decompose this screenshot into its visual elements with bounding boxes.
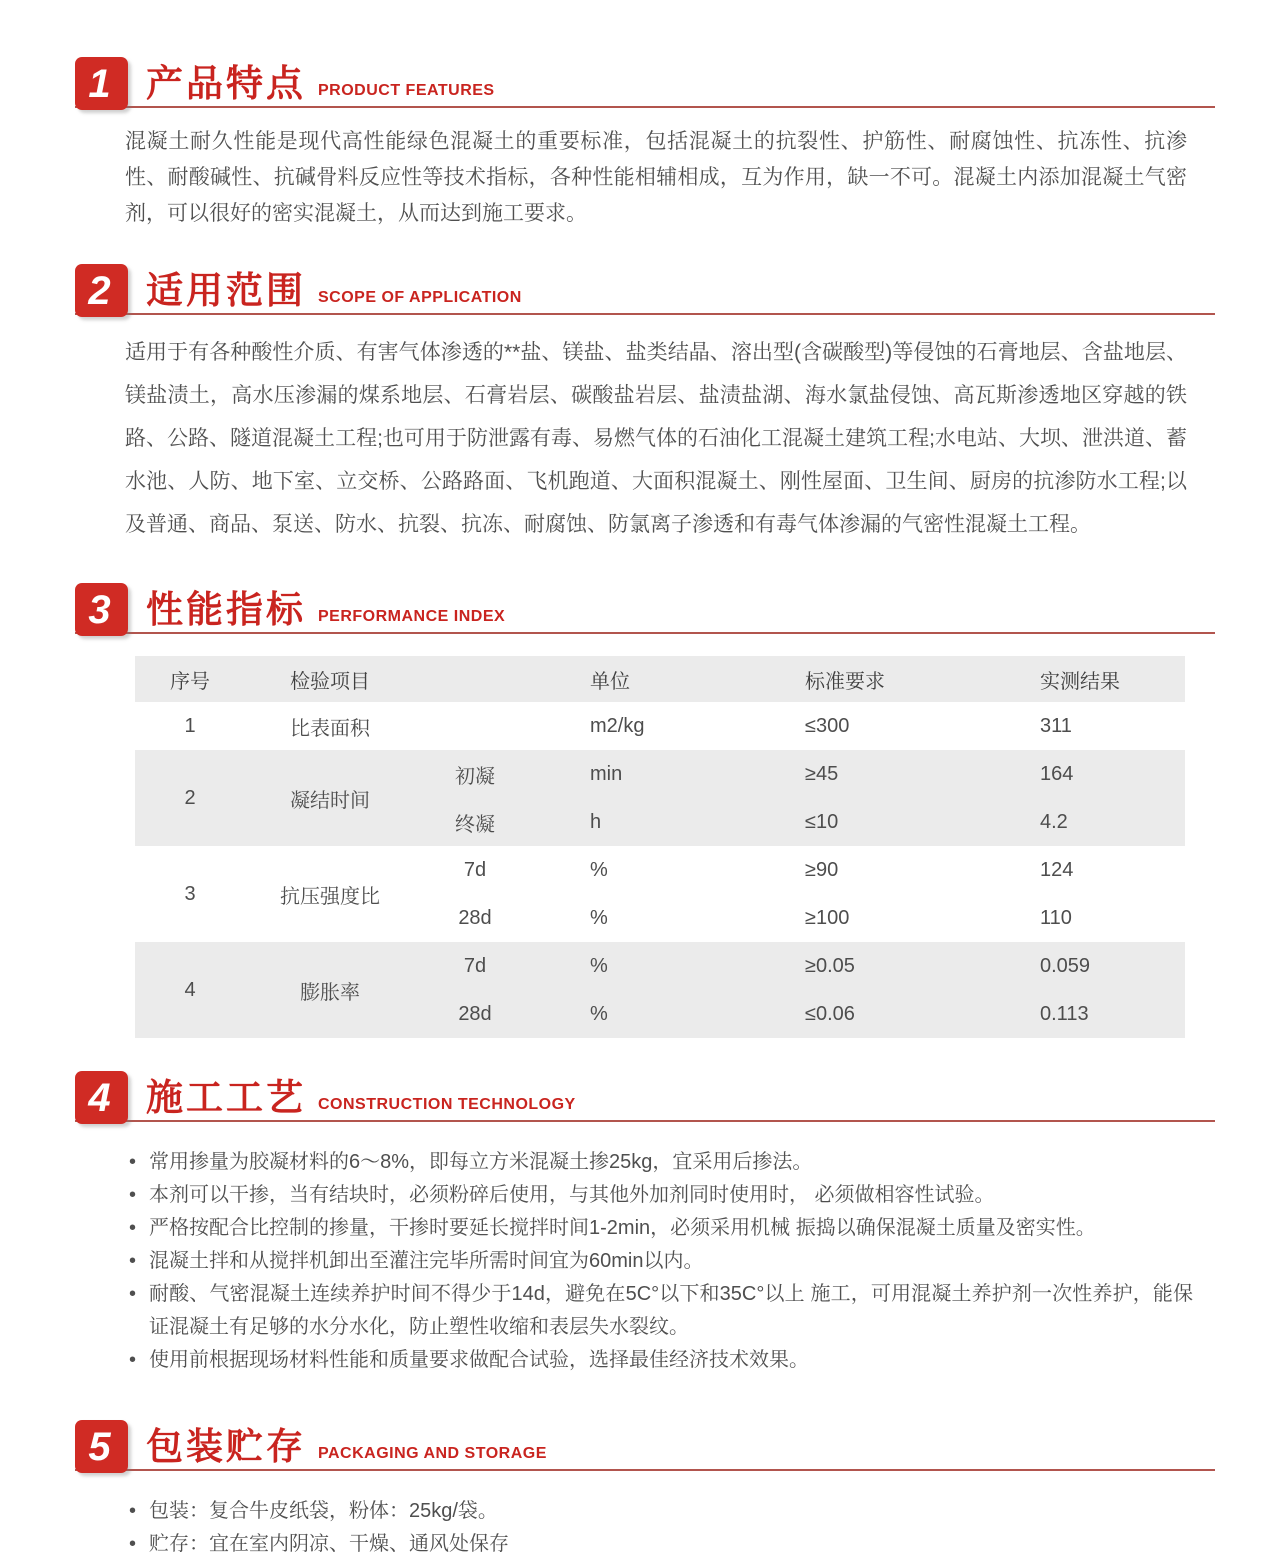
section-packaging-storage — [75, 1415, 1215, 1561]
test-item-cell: 凝结时间 — [290, 789, 370, 812]
packaging-bullet-list — [127, 1495, 1193, 1561]
section-title-zh: 产品特点 — [146, 63, 306, 104]
sub-item-cell: 初凝 — [455, 765, 495, 788]
measured-result-cell: 0.113 — [1040, 1002, 1089, 1025]
section-title-zh: 包装贮存 — [146, 1426, 306, 1467]
sub-item-cell: 终凝 — [455, 813, 495, 836]
section-header — [75, 1415, 1215, 1471]
section-title-zh: 施工工艺 — [146, 1077, 306, 1118]
section-scope-of-application — [75, 259, 1215, 546]
unit-cell: % — [590, 1002, 608, 1025]
table-header-cell: 单位 — [590, 670, 630, 693]
section-number-badge — [75, 1420, 128, 1473]
table-header-cell: 序号 — [170, 670, 210, 693]
table-row — [135, 942, 1185, 990]
bullet-item: • 常用掺量为胶凝材料的6～8%，即每立方米混凝土掺25kg，宜采用后掺法。 — [127, 1146, 1193, 1179]
table-row — [135, 750, 1185, 798]
scope-paragraph: 适用于有各种酸性介质、有害气体渗透的**盐、镁盐、盐类结晶、溶出型(含碳酸型)等侵蚀的石膏地层、含盐地层、镁盐渍土，高水压渗漏的煤系地层、石膏岩层、碳酸盐岩层、盐渍盐湖、海水氯盐侵蚀、高瓦斯渗透地区穿越的铁路、公路、隧道混凝土工程;也可用于防泄露有毒、易燃气体的石油化工混凝土建筑工程;水电站、大坝、泄洪道、蓄水池、人防、地下室、立交桥、公路路面、飞机跑道、大面积混凝土、刚性屋面、卫生间、厨房的抗渗防水工程;以及普通、商品、泵送、防水、抗裂、抗冻、耐腐蚀、防氯离子渗透和有毒气体渗漏的气密性混凝土工程。 — [125, 341, 1187, 536]
standard-requirement-cell: ≥45 — [805, 762, 839, 785]
row-number-cell: 3 — [184, 882, 196, 905]
performance-table-head — [135, 656, 1185, 702]
test-item-cell: 比表面积 — [290, 717, 370, 740]
standard-requirement-cell: ≥100 — [805, 906, 850, 929]
standard-requirement-cell: ≥0.05 — [805, 954, 855, 977]
section-number-badge — [75, 1071, 128, 1124]
section-performance-index — [75, 578, 1215, 1038]
product-features-paragraph: 混凝土耐久性能是现代高性能绿色混凝土的重要标准，包括混凝土的抗裂性、护筋性、耐腐蚀性、抗冻性、抗渗性、耐酸碱性、抗碱骨料反应性等技术指标，各种性能相辅相成，互为作用，缺一不可。混凝土内添加混凝土气密剂，可以很好的密实混凝土，从而达到施工要求。 — [125, 130, 1187, 225]
test-item-cell: 膨胀率 — [300, 981, 360, 1004]
section-title-zh: 性能指标 — [146, 589, 306, 630]
row-number-cell: 4 — [184, 978, 196, 1001]
unit-cell: min — [590, 762, 623, 785]
construction-bullet-list — [127, 1146, 1193, 1377]
table-header-cell: 标准要求 — [805, 670, 885, 693]
performance-table-body — [135, 702, 1185, 1038]
measured-result-cell: 311 — [1040, 714, 1072, 737]
section-header — [75, 578, 1215, 634]
measured-result-cell: 124 — [1040, 858, 1074, 881]
section-header — [75, 52, 1215, 108]
performance-table-wrap — [135, 656, 1215, 1038]
performance-table — [135, 656, 1185, 1038]
section-number: 2 — [88, 268, 111, 313]
section-header — [75, 1066, 1215, 1122]
section-number-badge — [75, 583, 128, 636]
row-number-cell: 2 — [184, 786, 196, 809]
section-number-badge — [75, 264, 128, 317]
section-title-en: PRODUCT FEATURES — [318, 82, 495, 99]
standard-requirement-cell: ≤300 — [805, 714, 850, 737]
section-title-en: CONSTRUCTION TECHNOLOGY — [318, 1096, 576, 1113]
standard-requirement-cell: ≥90 — [805, 858, 839, 881]
sub-item-cell: 7d — [463, 954, 487, 977]
sub-item-cell: 28d — [458, 906, 492, 929]
bullet-item: • 耐酸、气密混凝土连续养护时间不得少于14d，避免在5C°以下和35C°以上 施工，可用混凝土养护剂一次性养护，能保证混凝土有足够的水分水化，防止塑性收缩和表层失水裂纹。 — [127, 1278, 1193, 1344]
sub-item-cell: 7d — [463, 858, 487, 881]
table-header-cell — [415, 656, 535, 702]
section-product-features — [75, 52, 1215, 232]
test-item-cell: 抗压强度比 — [280, 885, 380, 908]
sub-item-cell: 28d — [458, 1002, 492, 1025]
table-row — [135, 846, 1185, 894]
bullet-item: • 本剂可以干掺，当有结块时，必须粉碎后使用，与其他外加剂同时使用时， 必须做相容性试验。 — [127, 1179, 1193, 1212]
measured-result-cell: 110 — [1040, 906, 1072, 929]
section-header — [75, 259, 1215, 315]
unit-cell: m2/kg — [590, 714, 645, 737]
measured-result-cell: 4.2 — [1040, 810, 1068, 833]
sub-item-cell — [415, 702, 535, 750]
section-title-en: SCOPE OF APPLICATION — [318, 289, 522, 306]
measured-result-cell: 164 — [1040, 762, 1074, 785]
table-header-row — [135, 656, 1185, 702]
bullet-item: • 混凝土拌和从搅拌机卸出至灌注完毕所需时间宜为60min以内。 — [127, 1245, 1193, 1278]
section-construction-technology — [75, 1066, 1215, 1377]
row-number-cell: 1 — [184, 714, 196, 737]
table-header-cell: 实测结果 — [1040, 670, 1120, 693]
standard-requirement-cell: ≤10 — [805, 810, 839, 833]
standard-requirement-cell: ≤0.06 — [805, 1002, 855, 1025]
section-title-en: PACKAGING AND STORAGE — [318, 1445, 547, 1462]
table-row — [135, 702, 1185, 750]
section-title-zh: 适用范围 — [146, 270, 306, 311]
section-number: 3 — [88, 587, 111, 632]
bullet-item: • 严格按配合比控制的掺量，干掺时要延长搅拌时间1-2min，必须采用机械 振捣以确保混凝土质量及密实性。 — [127, 1212, 1193, 1245]
table-header-cell: 检验项目 — [290, 670, 370, 693]
unit-cell: % — [590, 906, 608, 929]
section-title-en: PERFORMANCE INDEX — [318, 608, 506, 625]
unit-cell: h — [590, 810, 602, 833]
bullet-item: • 贮存：宜在室内阴凉、干燥、通风处保存 — [127, 1528, 1193, 1561]
bullet-item: • 使用前根据现场材料性能和质量要求做配合试验，选择最佳经济技术效果。 — [127, 1344, 1193, 1377]
unit-cell: % — [590, 954, 608, 977]
unit-cell: % — [590, 858, 608, 881]
section-number-badge — [75, 57, 128, 110]
section-number: 5 — [88, 1424, 111, 1469]
measured-result-cell: 0.059 — [1040, 954, 1091, 977]
section-number: 4 — [88, 1075, 111, 1120]
bullet-item: • 包装：复合牛皮纸袋，粉体：25kg/袋。 — [127, 1495, 1193, 1528]
section-number: 1 — [88, 61, 111, 106]
